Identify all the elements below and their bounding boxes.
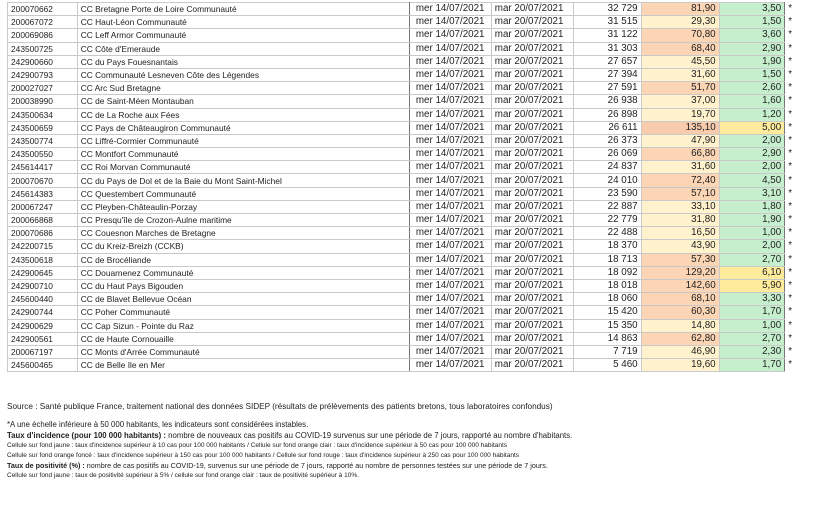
positivity-rate-cell: 1,90 xyxy=(719,55,785,68)
epci-name-cell: CC Leff Armor Communauté xyxy=(77,29,409,42)
end-date-cell: mar 20/07/2021 xyxy=(491,3,573,16)
instability-marker: * xyxy=(788,293,793,305)
end-date-cell: mar 20/07/2021 xyxy=(491,266,573,279)
incidence-rate-cell: 129,20 xyxy=(641,266,719,279)
start-date-cell: mer 14/07/2021 xyxy=(409,279,491,292)
table-row xyxy=(8,293,805,306)
population-cell: 24 010 xyxy=(573,174,641,187)
incidence-rate-cell: 135,10 xyxy=(641,121,719,134)
positivity-rate-cell: 1,20 xyxy=(719,108,785,121)
positivity-legend: Cellule sur fond jaune : taux de positivité supérieur à 5% / cellule sur fond orange clair : taux de positivité supérieur à 10%. xyxy=(7,472,359,479)
end-date-cell: mar 20/07/2021 xyxy=(491,42,573,55)
epci-name-cell: CC Communauté Lesneven Côte des Légendes xyxy=(77,68,409,81)
end-date-cell: mar 20/07/2021 xyxy=(491,293,573,306)
epci-code-cell: 243500550 xyxy=(8,148,78,161)
population-cell: 7 719 xyxy=(573,345,641,358)
instability-marker: * xyxy=(788,69,793,81)
start-date-cell: mer 14/07/2021 xyxy=(409,174,491,187)
incidence-legend-2: Cellule sur fond orange foncé : taux d'incidence supérieur à 150 cas pour 100 000 habitants / Cellule sur fond rouge : taux d'incidence supérieur à 250 cas pour 100 000 habitants xyxy=(7,452,519,459)
instability-marker: * xyxy=(788,134,793,146)
instability-marker: * xyxy=(788,16,793,28)
start-date-cell: mer 14/07/2021 xyxy=(409,240,491,253)
table-row xyxy=(8,306,805,319)
population-cell: 26 373 xyxy=(573,134,641,147)
table-row xyxy=(8,29,805,42)
positivity-rate-cell: 2,90 xyxy=(719,42,785,55)
epci-name-cell: CC Haut-Léon Communauté xyxy=(77,16,409,29)
epci-name-cell: CC du Pays de Dol et de la Baie du Mont Saint-Michel xyxy=(77,174,409,187)
instability-marker: * xyxy=(788,266,793,278)
population-cell: 18 018 xyxy=(573,279,641,292)
population-cell: 22 488 xyxy=(573,227,641,240)
epci-name-cell: CC Roi Morvan Communauté xyxy=(77,161,409,174)
positivity-rate-cell: 1,00 xyxy=(719,319,785,332)
epci-name-cell: CC Arc Sud Bretagne xyxy=(77,82,409,95)
incidence-rate-cell: 60,30 xyxy=(641,306,719,319)
table-row xyxy=(8,108,805,121)
positivity-rate-cell: 1,50 xyxy=(719,68,785,81)
end-date-cell: mar 20/07/2021 xyxy=(491,161,573,174)
epci-code-cell: 242900645 xyxy=(8,266,78,279)
epci-covid-table xyxy=(7,2,805,372)
incidence-rate-cell: 31,60 xyxy=(641,161,719,174)
epci-name-cell: CC de Belle Ile en Mer xyxy=(77,359,409,372)
start-date-cell: mer 14/07/2021 xyxy=(409,332,491,345)
table-row xyxy=(8,253,805,266)
incidence-rate-cell: 81,90 xyxy=(641,3,719,16)
population-cell: 26 938 xyxy=(573,95,641,108)
instability-marker: * xyxy=(788,108,793,120)
epci-code-cell: 200070686 xyxy=(8,227,78,240)
incidence-rate-cell: 16,50 xyxy=(641,227,719,240)
instability-marker: * xyxy=(788,359,793,371)
table-body xyxy=(8,3,805,372)
positivity-definition-label: Taux de positivité (%) : xyxy=(7,461,85,470)
table-row xyxy=(8,359,805,372)
end-date-cell: mar 20/07/2021 xyxy=(491,214,573,227)
start-date-cell: mer 14/07/2021 xyxy=(409,148,491,161)
population-cell: 27 657 xyxy=(573,55,641,68)
end-date-cell: mar 20/07/2021 xyxy=(491,253,573,266)
positivity-rate-cell: 6,10 xyxy=(719,266,785,279)
table-row xyxy=(8,332,805,345)
epci-code-cell: 200027027 xyxy=(8,82,78,95)
epci-code-cell: 200069086 xyxy=(8,29,78,42)
incidence-rate-cell: 37,00 xyxy=(641,95,719,108)
positivity-rate-cell: 1,50 xyxy=(719,16,785,29)
table-row xyxy=(8,16,805,29)
table-row xyxy=(8,3,805,16)
epci-code-cell: 243500634 xyxy=(8,108,78,121)
start-date-cell: mer 14/07/2021 xyxy=(409,293,491,306)
instability-marker: * xyxy=(788,174,793,186)
incidence-definition xyxy=(7,430,813,441)
epci-name-cell: CC Pays de Châteaugiron Communauté xyxy=(77,121,409,134)
notes-block xyxy=(7,402,813,481)
incidence-rate-cell: 57,30 xyxy=(641,253,719,266)
start-date-cell: mer 14/07/2021 xyxy=(409,227,491,240)
table-row xyxy=(8,174,805,187)
epci-name-cell: CC de Saint-Méen Montauban xyxy=(77,95,409,108)
positivity-rate-cell: 2,60 xyxy=(719,82,785,95)
start-date-cell: mer 14/07/2021 xyxy=(409,306,491,319)
epci-code-cell: 242200715 xyxy=(8,240,78,253)
end-date-cell: mar 20/07/2021 xyxy=(491,306,573,319)
population-cell: 31 122 xyxy=(573,29,641,42)
start-date-cell: mer 14/07/2021 xyxy=(409,95,491,108)
incidence-rate-cell: 31,80 xyxy=(641,214,719,227)
positivity-definition xyxy=(7,461,813,471)
epci-code-cell: 245614383 xyxy=(8,187,78,200)
end-date-cell: mar 20/07/2021 xyxy=(491,108,573,121)
instability-marker: * xyxy=(788,306,793,318)
positivity-rate-cell: 2,30 xyxy=(719,345,785,358)
source-note: Source : Santé publique France, traitement national des données SIDEP (résultats de prélèvements des patients bretons, tous laboratoires confondus) xyxy=(7,402,553,411)
epci-code-cell: 242900793 xyxy=(8,68,78,81)
incidence-rate-cell: 70,80 xyxy=(641,29,719,42)
positivity-rate-cell: 2,00 xyxy=(719,134,785,147)
incidence-rate-cell: 19,70 xyxy=(641,108,719,121)
population-cell: 14 863 xyxy=(573,332,641,345)
end-date-cell: mar 20/07/2021 xyxy=(491,240,573,253)
table-row xyxy=(8,82,805,95)
table-row xyxy=(8,161,805,174)
population-cell: 18 092 xyxy=(573,266,641,279)
population-cell: 18 370 xyxy=(573,240,641,253)
population-cell: 26 898 xyxy=(573,108,641,121)
end-date-cell: mar 20/07/2021 xyxy=(491,68,573,81)
epci-code-cell: 200067247 xyxy=(8,200,78,213)
start-date-cell: mer 14/07/2021 xyxy=(409,187,491,200)
epci-code-cell: 245600440 xyxy=(8,293,78,306)
incidence-rate-cell: 47,90 xyxy=(641,134,719,147)
start-date-cell: mer 14/07/2021 xyxy=(409,29,491,42)
start-date-cell: mer 14/07/2021 xyxy=(409,42,491,55)
start-date-cell: mer 14/07/2021 xyxy=(409,82,491,95)
incidence-rate-cell: 29,30 xyxy=(641,16,719,29)
population-cell: 31 515 xyxy=(573,16,641,29)
end-date-cell: mar 20/07/2021 xyxy=(491,227,573,240)
incidence-rate-cell: 45,50 xyxy=(641,55,719,68)
epci-name-cell: CC de Haute Cornouaille xyxy=(77,332,409,345)
incidence-rate-cell: 43,90 xyxy=(641,240,719,253)
instability-marker: * xyxy=(788,42,793,54)
epci-name-cell: CC du Pays Fouesnantais xyxy=(77,55,409,68)
instability-marker: * xyxy=(788,214,793,226)
instability-marker: * xyxy=(788,280,793,292)
instability-marker: * xyxy=(788,319,793,331)
table-row xyxy=(8,279,805,292)
epci-name-cell: CC Monts d'Arrée Communauté xyxy=(77,345,409,358)
instability-marker: * xyxy=(788,29,793,41)
epci-code-cell: 242900660 xyxy=(8,55,78,68)
end-date-cell: mar 20/07/2021 xyxy=(491,332,573,345)
incidence-rate-cell: 68,10 xyxy=(641,293,719,306)
positivity-rate-cell: 2,00 xyxy=(719,240,785,253)
epci-name-cell: CC Liffré-Cormier Communauté xyxy=(77,134,409,147)
table-row xyxy=(8,134,805,147)
population-cell: 32 729 xyxy=(573,3,641,16)
population-cell: 22 779 xyxy=(573,214,641,227)
start-date-cell: mer 14/07/2021 xyxy=(409,345,491,358)
incidence-rate-cell: 51,70 xyxy=(641,82,719,95)
population-cell: 27 394 xyxy=(573,68,641,81)
start-date-cell: mer 14/07/2021 xyxy=(409,266,491,279)
end-date-cell: mar 20/07/2021 xyxy=(491,174,573,187)
population-cell: 15 420 xyxy=(573,306,641,319)
end-date-cell: mar 20/07/2021 xyxy=(491,95,573,108)
incidence-rate-cell: 72,40 xyxy=(641,174,719,187)
table-row xyxy=(8,121,805,134)
epci-name-cell: CC Pleyben-Châteaulin-Porzay xyxy=(77,200,409,213)
incidence-definition-text: nombre de nouveaux cas positifs au COVID-19 survenus sur une période de 7 jours, rapporté au nombre d'habitants. xyxy=(165,431,573,440)
positivity-rate-cell: 3,60 xyxy=(719,29,785,42)
incidence-rate-cell: 33,10 xyxy=(641,200,719,213)
epci-code-cell: 200070662 xyxy=(8,3,78,16)
epci-code-cell: 242900629 xyxy=(8,319,78,332)
incidence-rate-cell: 31,60 xyxy=(641,68,719,81)
instability-marker: * xyxy=(788,148,793,160)
epci-code-cell: 243500659 xyxy=(8,121,78,134)
start-date-cell: mer 14/07/2021 xyxy=(409,253,491,266)
epci-code-cell: 242900710 xyxy=(8,279,78,292)
start-date-cell: mer 14/07/2021 xyxy=(409,108,491,121)
positivity-rate-cell: 4,50 xyxy=(719,174,785,187)
epci-code-cell: 245600465 xyxy=(8,359,78,372)
epci-name-cell: CC Presqu'île de Crozon-Aulne maritime xyxy=(77,214,409,227)
start-date-cell: mer 14/07/2021 xyxy=(409,55,491,68)
incidence-legend-1: Cellule sur fond jaune : taux d'incidence supérieur à 10 cas pour 100 000 habitants / Cellule sur fond orange clair : taux d'incidence supérieur à 50 cas pour 100 000 habitants xyxy=(7,442,508,449)
instability-marker: * xyxy=(788,3,793,15)
population-cell: 18 060 xyxy=(573,293,641,306)
instability-marker: * xyxy=(788,200,793,212)
epci-code-cell: 200067072 xyxy=(8,16,78,29)
epci-code-cell: 243500725 xyxy=(8,42,78,55)
epci-code-cell: 200038990 xyxy=(8,95,78,108)
table-row xyxy=(8,214,805,227)
table-row xyxy=(8,200,805,213)
end-date-cell: mar 20/07/2021 xyxy=(491,200,573,213)
table-row xyxy=(8,345,805,358)
end-date-cell: mar 20/07/2021 xyxy=(491,279,573,292)
table-row xyxy=(8,42,805,55)
epci-name-cell: CC de La Roche aux Fées xyxy=(77,108,409,121)
table-row xyxy=(8,95,805,108)
table-row xyxy=(8,266,805,279)
epci-name-cell: CC de Brocéliande xyxy=(77,253,409,266)
table-row xyxy=(8,68,805,81)
end-date-cell: mar 20/07/2021 xyxy=(491,134,573,147)
epci-code-cell: 200066868 xyxy=(8,214,78,227)
positivity-rate-cell: 3,50 xyxy=(719,3,785,16)
incidence-rate-cell: 62,80 xyxy=(641,332,719,345)
start-date-cell: mer 14/07/2021 xyxy=(409,319,491,332)
incidence-definition-label: Taux d'incidence (pour 100 000 habitants) : xyxy=(7,431,166,440)
positivity-rate-cell: 1,70 xyxy=(719,359,785,372)
start-date-cell: mer 14/07/2021 xyxy=(409,134,491,147)
instability-marker: * xyxy=(788,332,793,344)
instability-marker: * xyxy=(788,82,793,94)
table-row xyxy=(8,55,805,68)
end-date-cell: mar 20/07/2021 xyxy=(491,319,573,332)
epci-name-cell: CC du Kreiz-Breizh (CCKB) xyxy=(77,240,409,253)
instability-note: *A une échelle inférieure à 50 000 habitants, les indicateurs sont considérées instables. xyxy=(7,420,309,429)
positivity-rate-cell: 5,90 xyxy=(719,279,785,292)
end-date-cell: mar 20/07/2021 xyxy=(491,55,573,68)
end-date-cell: mar 20/07/2021 xyxy=(491,29,573,42)
table-row xyxy=(8,227,805,240)
instability-marker: * xyxy=(788,227,793,239)
incidence-rate-cell: 68,40 xyxy=(641,42,719,55)
population-cell: 31 303 xyxy=(573,42,641,55)
population-cell: 26 611 xyxy=(573,121,641,134)
incidence-rate-cell: 46,90 xyxy=(641,345,719,358)
table-row xyxy=(8,319,805,332)
epci-name-cell: CC Bretagne Porte de Loire Communauté xyxy=(77,3,409,16)
positivity-rate-cell: 1,70 xyxy=(719,306,785,319)
epci-name-cell: CC Douarnenez Communauté xyxy=(77,266,409,279)
epci-name-cell: CC du Haut Pays Bigouden xyxy=(77,279,409,292)
population-cell: 23 590 xyxy=(573,187,641,200)
positivity-rate-cell: 1,60 xyxy=(719,95,785,108)
end-date-cell: mar 20/07/2021 xyxy=(491,187,573,200)
epci-name-cell: CC Cap Sizun - Pointe du Raz xyxy=(77,319,409,332)
positivity-rate-cell: 5,00 xyxy=(719,121,785,134)
incidence-rate-cell: 57,10 xyxy=(641,187,719,200)
epci-name-cell: CC Questembert Communauté xyxy=(77,187,409,200)
epci-code-cell: 243500618 xyxy=(8,253,78,266)
epci-code-cell: 200070670 xyxy=(8,174,78,187)
positivity-rate-cell: 2,00 xyxy=(719,161,785,174)
end-date-cell: mar 20/07/2021 xyxy=(491,359,573,372)
start-date-cell: mer 14/07/2021 xyxy=(409,214,491,227)
population-cell: 24 837 xyxy=(573,161,641,174)
population-cell: 15 350 xyxy=(573,319,641,332)
table-row xyxy=(8,240,805,253)
epci-name-cell: CC Montfort Communauté xyxy=(77,148,409,161)
end-date-cell: mar 20/07/2021 xyxy=(491,16,573,29)
population-cell: 18 713 xyxy=(573,253,641,266)
start-date-cell: mer 14/07/2021 xyxy=(409,121,491,134)
end-date-cell: mar 20/07/2021 xyxy=(491,148,573,161)
start-date-cell: mer 14/07/2021 xyxy=(409,200,491,213)
instability-marker: * xyxy=(788,240,793,252)
instability-marker: * xyxy=(788,345,793,357)
incidence-rate-cell: 14,80 xyxy=(641,319,719,332)
end-date-cell: mar 20/07/2021 xyxy=(491,345,573,358)
start-date-cell: mer 14/07/2021 xyxy=(409,16,491,29)
positivity-rate-cell: 2,90 xyxy=(719,148,785,161)
population-cell: 26 069 xyxy=(573,148,641,161)
epci-code-cell: 243500774 xyxy=(8,134,78,147)
epci-code-cell: 245614417 xyxy=(8,161,78,174)
population-cell: 22 887 xyxy=(573,200,641,213)
positivity-definition-text: nombre de cas positifs au COVID-19, survenus sur une période de 7 jours, rapporté au nombre de personnes testées sur une période de 7 jours. xyxy=(84,461,548,470)
positivity-rate-cell: 3,30 xyxy=(719,293,785,306)
incidence-rate-cell: 19,60 xyxy=(641,359,719,372)
instability-marker: * xyxy=(788,95,793,107)
positivity-rate-cell: 2,70 xyxy=(719,253,785,266)
start-date-cell: mer 14/07/2021 xyxy=(409,68,491,81)
table-row xyxy=(8,148,805,161)
epci-name-cell: CC de Blavet Bellevue Océan xyxy=(77,293,409,306)
positivity-rate-cell: 1,90 xyxy=(719,214,785,227)
population-cell: 27 591 xyxy=(573,82,641,95)
start-date-cell: mer 14/07/2021 xyxy=(409,359,491,372)
positivity-rate-cell: 1,80 xyxy=(719,200,785,213)
epci-code-cell: 242900744 xyxy=(8,306,78,319)
table-row xyxy=(8,187,805,200)
epci-name-cell: CC Poher Communauté xyxy=(77,306,409,319)
positivity-rate-cell: 2,70 xyxy=(719,332,785,345)
end-date-cell: mar 20/07/2021 xyxy=(491,121,573,134)
instability-marker: * xyxy=(788,161,793,173)
start-date-cell: mer 14/07/2021 xyxy=(409,161,491,174)
epci-code-cell: 200067197 xyxy=(8,345,78,358)
start-date-cell: mer 14/07/2021 xyxy=(409,3,491,16)
epci-name-cell: CC Côte d'Emeraude xyxy=(77,42,409,55)
incidence-rate-cell: 142,60 xyxy=(641,279,719,292)
population-cell: 5 460 xyxy=(573,359,641,372)
end-date-cell: mar 20/07/2021 xyxy=(491,82,573,95)
instability-marker: * xyxy=(788,253,793,265)
epci-code-cell: 242900561 xyxy=(8,332,78,345)
incidence-rate-cell: 66,80 xyxy=(641,148,719,161)
positivity-rate-cell: 1,00 xyxy=(719,227,785,240)
epci-name-cell: CC Couesnon Marches de Bretagne xyxy=(77,227,409,240)
instability-marker: * xyxy=(788,187,793,199)
positivity-rate-cell: 3,10 xyxy=(719,187,785,200)
instability-marker: * xyxy=(788,55,793,67)
instability-marker: * xyxy=(788,121,793,133)
